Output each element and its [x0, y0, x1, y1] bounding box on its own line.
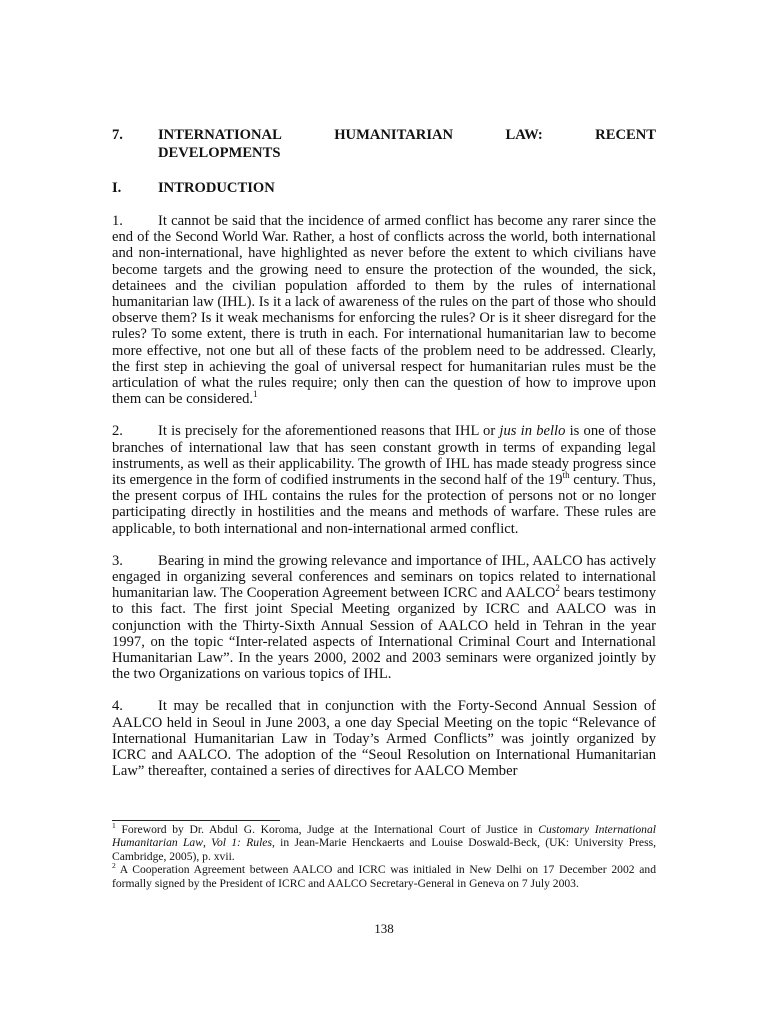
- paragraph-text: It may be recalled that in conjunction with the Forty-Second Annual Session of AALCO held in Seoul in June 2003, a one day Special Meeting on the topic “Relevance of International Humanitarian Law in Today’s Armed Conflicts” was jointly organized by ICRC and AALCO. The adoption of the “Seoul Resolution on International Humanitarian Law” thereafter, contained a series of directives for AALCO Member: [112, 698, 656, 780]
- paragraph-number: 3.: [112, 552, 123, 569]
- footnote-italic: Vol 1: Rules: [211, 836, 272, 850]
- chapter-title-word: LAW:: [505, 127, 543, 143]
- paragraph-number: 4.: [112, 698, 123, 715]
- paragraph-text: Bearing in mind the growing relevance and importance of IHL, AALCO has actively engaged in organizing several conferences and seminars on topics related to international humanitarian law. The Cooperation Agreement between ICRC and AALCO: [112, 552, 656, 602]
- footnote-marker: 2: [112, 861, 116, 871]
- footnote-text: Foreword by Dr. Abdul G. Koroma, Judge at the International Court of Justice in: [115, 823, 539, 836]
- section-title: INTRODUCTION: [158, 180, 275, 196]
- paragraph-number: 2.: [112, 423, 123, 440]
- chapter-title: [158, 126, 656, 162]
- chapter-heading: [112, 126, 656, 162]
- chapter-title-word: RECENT: [595, 127, 656, 143]
- footnote-divider: [112, 820, 280, 821]
- footnotes: [112, 823, 656, 890]
- paragraph-text: is one of those branches of international law that has seen constant growth in terms of expanding legal instruments, as well as their applicability. The growth of IHL has made steady progress since its emergence in the form of codified instruments in the second half of the 19: [112, 423, 656, 489]
- paragraph-3: [112, 553, 656, 683]
- footnote-ref[interactable]: 1: [253, 389, 258, 400]
- footnote-text: ,: [202, 836, 212, 850]
- paragraph-text: It cannot be said that the incidence of armed conflict has become any rarer since the end of the Second World War. Rather, a host of conflicts across the world, both international and non-international, have highlighted as never before the extent to which civilians have become targets and the growing need to ensure the protection of the wounded, the sick, detainees and the civilian population afforded to them by the rules of international humanitarian law (IHL). Is it a lack of awareness of the rules on the part of those who should observe them? Is it weak mechanisms for enforcing the rules? Or is it sheer disregard for the rules? To some extent, there is truth in each. For international humanitarian law to become more effective, not one but all of these facts of the problem need to be addressed. Clearly, the first step in achieving the goal of universal respect for humanitarian rules must be the articulation of what the rules require; only then can the question of how to improve upon them can be considered.: [112, 213, 656, 408]
- paragraph-1: [112, 213, 656, 407]
- footnote-marker: 1: [112, 821, 116, 831]
- chapter-title-line2: DEVELOPMENTS: [158, 145, 281, 161]
- footnote-text: , in Jean-Marie Henckaerts and Louise Doswald-Beck, (UK: University Press, Cambridge, 2005), p. xvii.: [112, 836, 657, 863]
- section-heading: [112, 179, 656, 197]
- paragraph-text: century. Thus, the present corpus of IHL contains the rules for the protection of persons not or no longer participating directly in hostilities and the means and methods of warfare. These rules are applicable, to both international and non-international armed conflict.: [112, 472, 656, 537]
- chapter-number: 7.: [112, 127, 123, 143]
- paragraph-text: It is precisely for the aforementioned reasons that IHL or: [158, 423, 500, 440]
- chapter-title-word: INTERNATIONAL: [158, 127, 282, 143]
- paragraph-2: [112, 423, 656, 536]
- paragraph-text: bears testimony to this fact. The first joint Special Meeting organized by ICRC and AALCO was in conjunction with the Thirty-Sixth Annual Session of AALCO held in Tehran in the year 1997, on the topic “Inter-related aspects of International Criminal Court and International Humanitarian Law”. In the years 2000, 2002 and 2003 seminars were organized jointly by the two Organizations on various topics of IHL.: [112, 585, 656, 683]
- document-body: [112, 126, 656, 780]
- footnote-ref[interactable]: 2: [555, 583, 560, 594]
- page-number: 138: [374, 921, 394, 936]
- section-number: I.: [112, 180, 122, 196]
- italic-term: jus in bello: [499, 423, 566, 440]
- footnote-text: A Cooperation Agreement between AALCO and ICRC was initialed in New Delhi on 17 December 2002 and formally signed by the President of ICRC and AALCO Secretary-General in Geneva on 7 July 2003.: [112, 863, 656, 890]
- ordinal-suffix: th: [562, 470, 570, 481]
- footnote-italic: Customary International Humanitarian Law: [112, 823, 656, 850]
- footnote-1: [112, 823, 656, 863]
- chapter-title-word: HUMANITARIAN: [334, 127, 454, 143]
- paragraph-number: 1.: [112, 213, 123, 229]
- footnote-2: [112, 863, 656, 890]
- paragraph-4: [112, 698, 656, 779]
